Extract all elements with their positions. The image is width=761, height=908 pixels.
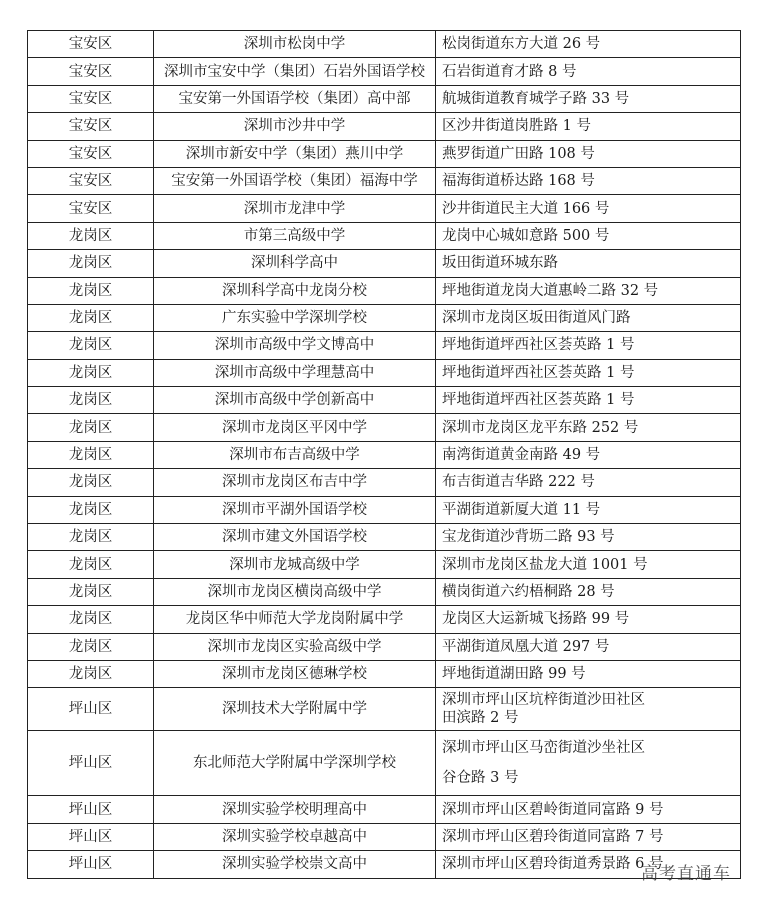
school-cell: 龙岗区华中师范大学龙岗附属中学 (154, 606, 436, 633)
address-cell: 坪地街道龙岗大道惠岭二路 32 号 (436, 277, 741, 304)
address-cell: 龙岗区大运新城飞扬路 99 号 (436, 606, 741, 633)
district-cell: 坪山区 (28, 796, 154, 823)
table-row (28, 796, 741, 823)
district-cell: 宝安区 (28, 167, 154, 194)
district-cell: 龙岗区 (28, 660, 154, 687)
district-cell: 坪山区 (28, 731, 154, 796)
district-cell: 龙岗区 (28, 551, 154, 578)
district-cell: 宝安区 (28, 58, 154, 85)
address-line: 深圳市坪山区坑梓街道沙田社区 (442, 692, 645, 709)
table-row (28, 660, 741, 687)
table-row (28, 496, 741, 523)
address-cell: 坪地街道坪西社区荟英路 1 号 (436, 359, 741, 386)
address-line: 谷仓路 3 号 (442, 770, 519, 787)
district-cell: 宝安区 (28, 31, 154, 58)
school-cell: 市第三高级中学 (154, 222, 436, 249)
table-row (28, 851, 741, 878)
school-cell: 深圳市高级中学理慧高中 (154, 359, 436, 386)
address-cell: 区沙井街道岗胜路 1 号 (436, 113, 741, 140)
district-cell: 龙岗区 (28, 277, 154, 304)
school-cell: 深圳实验学校明理高中 (154, 796, 436, 823)
address-cell: 宝龙街道沙背坜二路 93 号 (436, 524, 741, 551)
table-row (28, 551, 741, 578)
address-cell: 龙岗中心城如意路 500 号 (436, 222, 741, 249)
table-row (28, 222, 741, 249)
table-row (28, 441, 741, 468)
address-line: 深圳市坪山区马峦街道沙坐社区 (442, 740, 645, 757)
district-cell: 坪山区 (28, 823, 154, 850)
school-cell: 深圳市沙井中学 (154, 113, 436, 140)
address-cell: 布吉街道吉华路 222 号 (436, 469, 741, 496)
school-cell: 深圳市龙岗区实验高级中学 (154, 633, 436, 660)
district-cell: 龙岗区 (28, 441, 154, 468)
district-cell: 龙岗区 (28, 578, 154, 605)
district-cell: 宝安区 (28, 195, 154, 222)
district-cell: 龙岗区 (28, 304, 154, 331)
table-row (28, 167, 741, 194)
school-cell: 深圳技术大学附属中学 (154, 688, 436, 731)
table-row (28, 469, 741, 496)
table-row (28, 578, 741, 605)
address-cell: 燕罗街道广田路 108 号 (436, 140, 741, 167)
address-cell: 坪地街道湖田路 99 号 (436, 660, 741, 687)
table-row (28, 688, 741, 731)
district-cell: 龙岗区 (28, 496, 154, 523)
address-cell: 深圳市坪山区碧岭街道同富路 9 号 (436, 796, 741, 823)
school-cell: 东北师范大学附属中学深圳学校 (154, 731, 436, 796)
school-cell: 深圳市平湖外国语学校 (154, 496, 436, 523)
watermark-logo: 高考直通车 (641, 864, 731, 884)
district-cell: 宝安区 (28, 85, 154, 112)
district-cell: 龙岗区 (28, 414, 154, 441)
address-cell: 平湖街道新厦大道 11 号 (436, 496, 741, 523)
district-cell: 宝安区 (28, 113, 154, 140)
district-cell: 龙岗区 (28, 250, 154, 277)
school-cell: 深圳市龙岗区布吉中学 (154, 469, 436, 496)
school-cell: 深圳科学高中 (154, 250, 436, 277)
school-cell: 广东实验中学深圳学校 (154, 304, 436, 331)
school-cell: 深圳市龙岗区平冈中学 (154, 414, 436, 441)
address-cell: 石岩街道育才路 8 号 (436, 58, 741, 85)
table-row (28, 414, 741, 441)
school-cell: 深圳市龙岗区德琳学校 (154, 660, 436, 687)
address-cell: 深圳市坪山区碧玲街道秀景路 6 号 (436, 851, 741, 878)
district-cell: 宝安区 (28, 140, 154, 167)
address-cell: 平湖街道凤凰大道 297 号 (436, 633, 741, 660)
address-cell: 深圳市龙岗区盐龙大道 1001 号 (436, 551, 741, 578)
district-cell: 坪山区 (28, 688, 154, 731)
address-cell: 南湾街道黄金南路 49 号 (436, 441, 741, 468)
table-row (28, 113, 741, 140)
address-cell: 深圳市龙岗区坂田街道风门路 (436, 304, 741, 331)
table-row (28, 823, 741, 850)
address-cell: 福海街道桥达路 168 号 (436, 167, 741, 194)
address-cell (436, 688, 741, 731)
address-cell: 深圳市坪山区碧玲街道同富路 7 号 (436, 823, 741, 850)
district-cell: 龙岗区 (28, 387, 154, 414)
table-row (28, 250, 741, 277)
district-cell: 龙岗区 (28, 606, 154, 633)
school-cell: 宝安第一外国语学校（集团）福海中学 (154, 167, 436, 194)
address-cell: 坂田街道环城东路 (436, 250, 741, 277)
address-cell: 沙井街道民主大道 166 号 (436, 195, 741, 222)
address-line: 田滨路 2 号 (442, 710, 519, 727)
table-row (28, 58, 741, 85)
school-cell: 深圳市高级中学文博高中 (154, 332, 436, 359)
table-row (28, 277, 741, 304)
school-table (27, 30, 741, 879)
school-cell: 宝安第一外国语学校（集团）高中部 (154, 85, 436, 112)
district-cell: 龙岗区 (28, 633, 154, 660)
table-row (28, 304, 741, 331)
address-cell: 横岗街道六约梧桐路 28 号 (436, 578, 741, 605)
table-row (28, 140, 741, 167)
table-row (28, 633, 741, 660)
school-cell: 深圳市新安中学（集团）燕川中学 (154, 140, 436, 167)
school-cell: 深圳市高级中学创新高中 (154, 387, 436, 414)
table-row (28, 524, 741, 551)
school-cell: 深圳市龙城高级中学 (154, 551, 436, 578)
school-cell: 深圳市龙岗区横岗高级中学 (154, 578, 436, 605)
table-row (28, 359, 741, 386)
district-cell: 龙岗区 (28, 359, 154, 386)
school-cell: 深圳实验学校卓越高中 (154, 823, 436, 850)
table-row (28, 332, 741, 359)
address-cell: 松岗街道东方大道 26 号 (436, 31, 741, 58)
school-cell: 深圳市松岗中学 (154, 31, 436, 58)
school-cell: 深圳市布吉高级中学 (154, 441, 436, 468)
address-cell: 航城街道教育城学子路 33 号 (436, 85, 741, 112)
address-cell: 坪地街道坪西社区荟英路 1 号 (436, 332, 741, 359)
school-cell: 深圳科学高中龙岗分校 (154, 277, 436, 304)
address-cell: 坪地街道坪西社区荟英路 1 号 (436, 387, 741, 414)
table-row (28, 195, 741, 222)
table-row (28, 731, 741, 796)
school-cell: 深圳市龙津中学 (154, 195, 436, 222)
table-row (28, 387, 741, 414)
table-row (28, 31, 741, 58)
school-cell: 深圳市建文外国语学校 (154, 524, 436, 551)
district-cell: 龙岗区 (28, 469, 154, 496)
school-cell: 深圳实验学校崇文高中 (154, 851, 436, 878)
table-row (28, 606, 741, 633)
district-cell: 龙岗区 (28, 332, 154, 359)
address-cell (436, 731, 741, 796)
address-cell: 深圳市龙岗区龙平东路 252 号 (436, 414, 741, 441)
district-cell: 龙岗区 (28, 524, 154, 551)
district-cell: 坪山区 (28, 851, 154, 878)
table-row (28, 85, 741, 112)
school-cell: 深圳市宝安中学（集团）石岩外国语学校 (154, 58, 436, 85)
district-cell: 龙岗区 (28, 222, 154, 249)
